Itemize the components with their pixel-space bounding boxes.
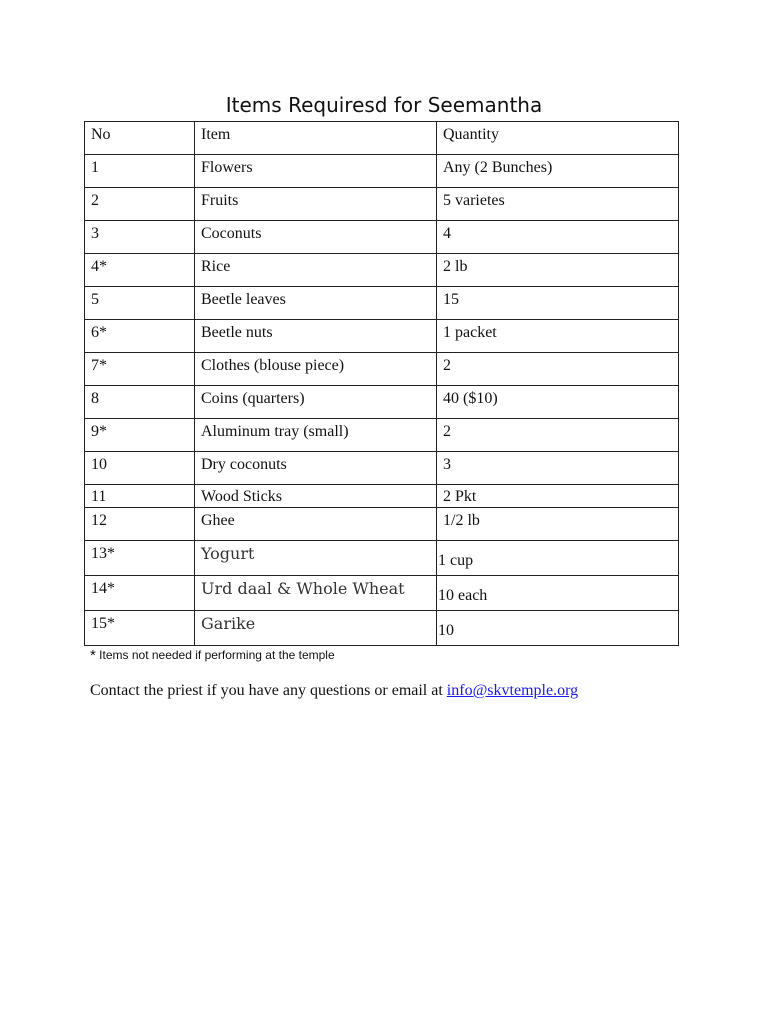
footnote-text: Items not needed if performing at the temple	[95, 648, 335, 662]
row-item: Beetle nuts	[195, 320, 437, 353]
header-item: Item	[195, 122, 437, 155]
row-item: Yogurt	[195, 541, 437, 576]
row-no: 13*	[85, 541, 195, 576]
row-no: 9*	[85, 419, 195, 452]
row-item: Coconuts	[195, 221, 437, 254]
row-quantity: 4	[437, 221, 679, 254]
footnote	[90, 647, 335, 664]
footnote-asterisk: *	[90, 647, 96, 664]
table-row	[85, 508, 679, 541]
row-item: Clothes (blouse piece)	[195, 353, 437, 386]
table-row	[85, 576, 679, 611]
row-no: 7*	[85, 353, 195, 386]
row-quantity: 1 packet	[437, 320, 679, 353]
row-item: Ghee	[195, 508, 437, 541]
row-quantity: 2 lb	[437, 254, 679, 287]
row-no: 15*	[85, 611, 195, 646]
row-no: 4*	[85, 254, 195, 287]
row-quantity: 2	[437, 419, 679, 452]
row-quantity: 5 varietes	[437, 188, 679, 221]
table-row	[85, 452, 679, 485]
table-row	[85, 541, 679, 576]
header-no: No	[85, 122, 195, 155]
row-quantity: 3	[437, 452, 679, 485]
row-no: 10	[85, 452, 195, 485]
table-row	[85, 485, 679, 508]
row-no: 2	[85, 188, 195, 221]
row-item: Dry coconuts	[195, 452, 437, 485]
row-quantity: 10	[437, 611, 679, 646]
row-no: 1	[85, 155, 195, 188]
row-quantity: Any (2 Bunches)	[437, 155, 679, 188]
table-row	[85, 611, 679, 646]
table-row	[85, 188, 679, 221]
row-item: Aluminum tray (small)	[195, 419, 437, 452]
row-quantity: 2 Pkt	[437, 485, 679, 508]
row-quantity: 1/2 lb	[437, 508, 679, 541]
row-quantity: 1 cup	[437, 541, 679, 576]
row-quantity: 10 each	[437, 576, 679, 611]
table-header-row	[85, 122, 679, 155]
row-no: 11	[85, 485, 195, 508]
contact-line	[90, 682, 578, 700]
email-link[interactable]: info@skvtemple.org	[446, 682, 579, 699]
row-item: Coins (quarters)	[195, 386, 437, 419]
row-no: 6*	[85, 320, 195, 353]
row-item: Wood Sticks	[195, 485, 437, 508]
row-quantity: 15	[437, 287, 679, 320]
header-quantity: Quantity	[437, 122, 679, 155]
row-no: 14*	[85, 576, 195, 611]
items-table	[84, 121, 679, 646]
table-row	[85, 386, 679, 419]
table-row	[85, 320, 679, 353]
row-item: Fruits	[195, 188, 437, 221]
row-quantity: 40 ($10)	[437, 386, 679, 419]
row-no: 5	[85, 287, 195, 320]
table-row	[85, 287, 679, 320]
row-item: Beetle leaves	[195, 287, 437, 320]
contact-text: Contact the priest if you have any questions or email at	[90, 682, 447, 699]
row-item: Garike	[195, 611, 437, 646]
table-row	[85, 155, 679, 188]
table-row	[85, 254, 679, 287]
row-item: Urd daal & Whole Wheat	[195, 576, 437, 611]
row-item: Flowers	[195, 155, 437, 188]
row-no: 12	[85, 508, 195, 541]
row-no: 3	[85, 221, 195, 254]
row-item: Rice	[195, 254, 437, 287]
row-quantity: 2	[437, 353, 679, 386]
table-row	[85, 221, 679, 254]
table-row	[85, 419, 679, 452]
table-row	[85, 353, 679, 386]
row-no: 8	[85, 386, 195, 419]
page-title: Items Requiresd for Seemantha	[225, 93, 543, 117]
